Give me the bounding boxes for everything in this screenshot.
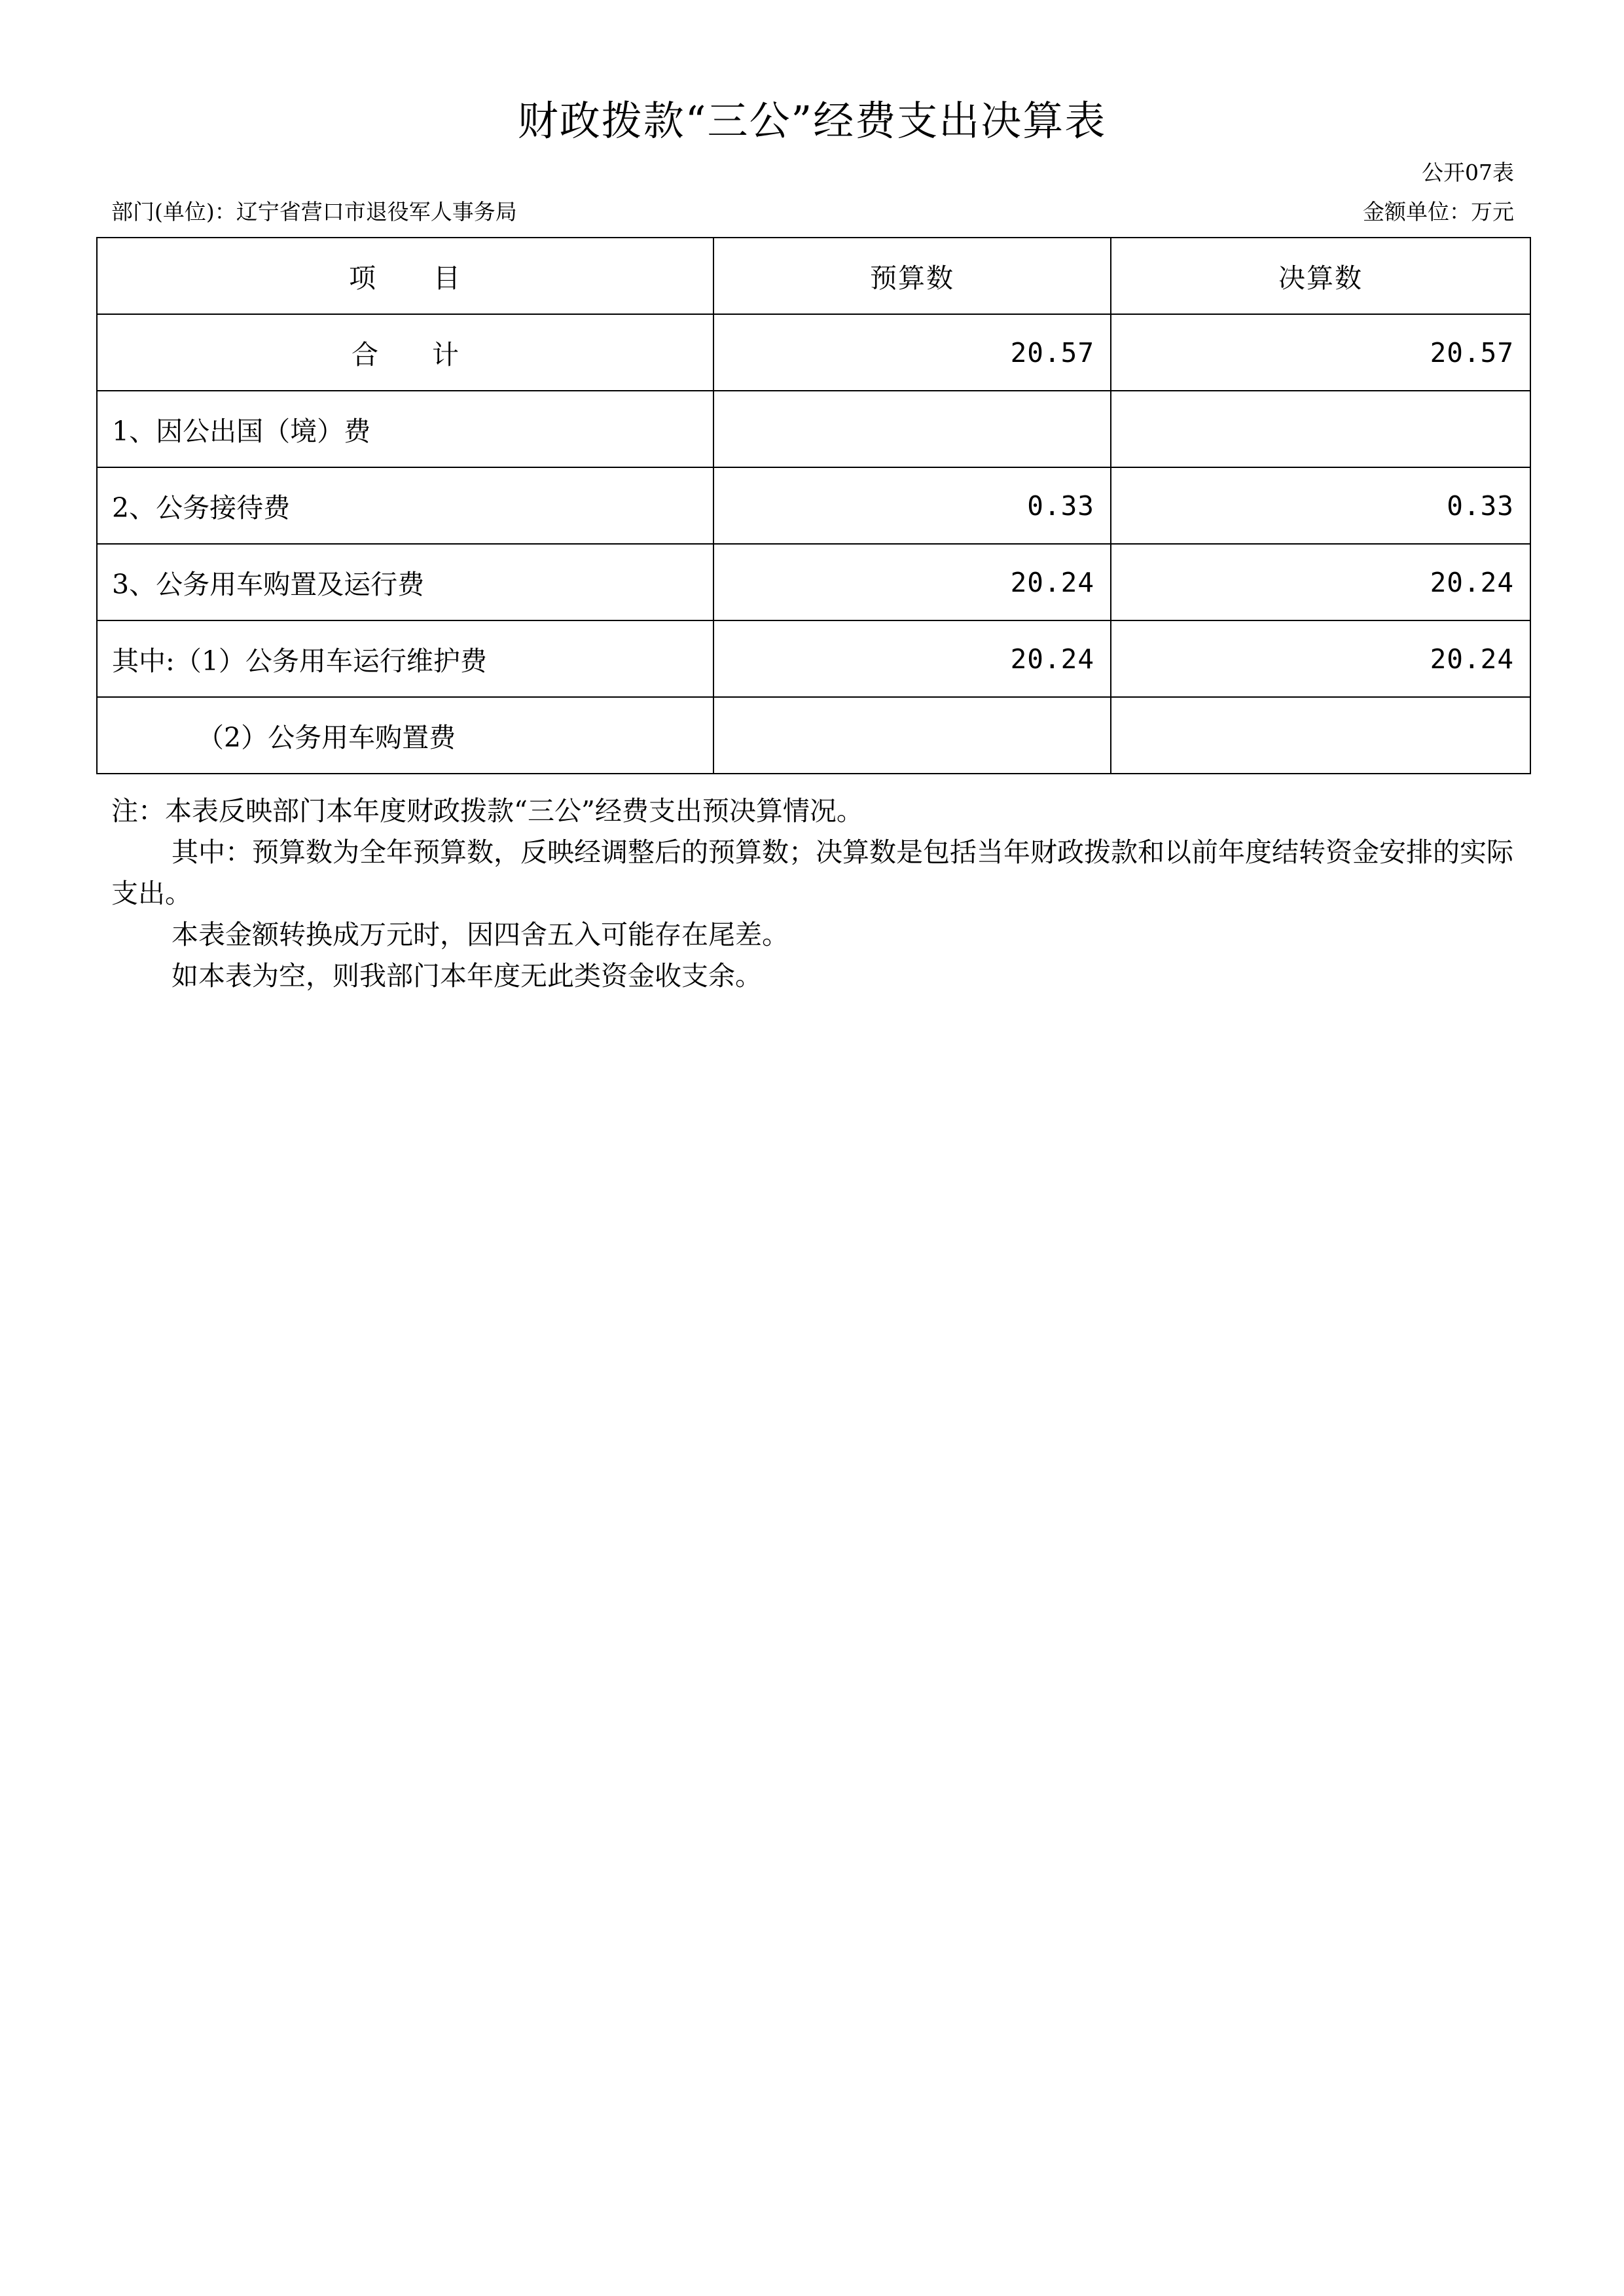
row-label: （2）公务用车购置费 — [97, 697, 713, 774]
amount-unit-label: 金额单位：万元 — [1363, 199, 1514, 224]
row-label: 3、公务用车购置及运行费 — [97, 544, 713, 620]
expense-table — [96, 237, 1531, 774]
note-line-4: 如本表为空，则我部门本年度无此类资金收支余。 — [171, 960, 762, 992]
row-label: 合 计 — [97, 314, 713, 391]
notes — [111, 791, 1525, 997]
department-label: 部门(单位)：辽宁省营口市退役军人事务局 — [111, 199, 517, 224]
row-final: 20.24 — [1111, 620, 1530, 697]
page-title: 财政拨款“三公”经费支出决算表 — [517, 97, 1107, 145]
table-row-vehicle-maintenance — [97, 620, 1530, 697]
table-row-reception — [97, 467, 1530, 544]
row-final — [1111, 697, 1530, 774]
note-line-2: 其中：预算数为全年预算数，反映经调整后的预算数；决算数是包括当年财政拨款和以前年度结转资金安排的实际支出。 — [111, 836, 1513, 909]
header-item: 项 目 — [97, 238, 713, 314]
note-line-3: 本表金额转换成万元时，因四舍五入可能存在尾差。 — [171, 919, 789, 950]
row-budget: 20.24 — [713, 620, 1111, 697]
form-code: 公开07表 — [1422, 160, 1514, 185]
table-row-vehicle — [97, 544, 1530, 620]
row-final: 20.57 — [1111, 314, 1530, 391]
table-row-overseas — [97, 391, 1530, 467]
row-final — [1111, 391, 1530, 467]
note-line-1: 注：本表反映部门本年度财政拨款“三公”经费支出预决算情况。 — [111, 795, 863, 827]
row-budget: 20.24 — [713, 544, 1111, 620]
row-final: 0.33 — [1111, 467, 1530, 544]
table-row-vehicle-purchase — [97, 697, 1530, 774]
table-row-total — [97, 314, 1530, 391]
row-label: 1、因公出国（境）费 — [97, 391, 713, 467]
row-budget: 20.57 — [713, 314, 1111, 391]
row-label: 2、公务接待费 — [97, 467, 713, 544]
header-final: 决算数 — [1111, 238, 1530, 314]
row-budget: 0.33 — [713, 467, 1111, 544]
header-budget: 预算数 — [713, 238, 1111, 314]
row-budget — [713, 391, 1111, 467]
row-label: 其中:（1）公务用车运行维护费 — [97, 620, 713, 697]
row-final: 20.24 — [1111, 544, 1530, 620]
table-header-row — [97, 238, 1530, 314]
row-budget — [713, 697, 1111, 774]
